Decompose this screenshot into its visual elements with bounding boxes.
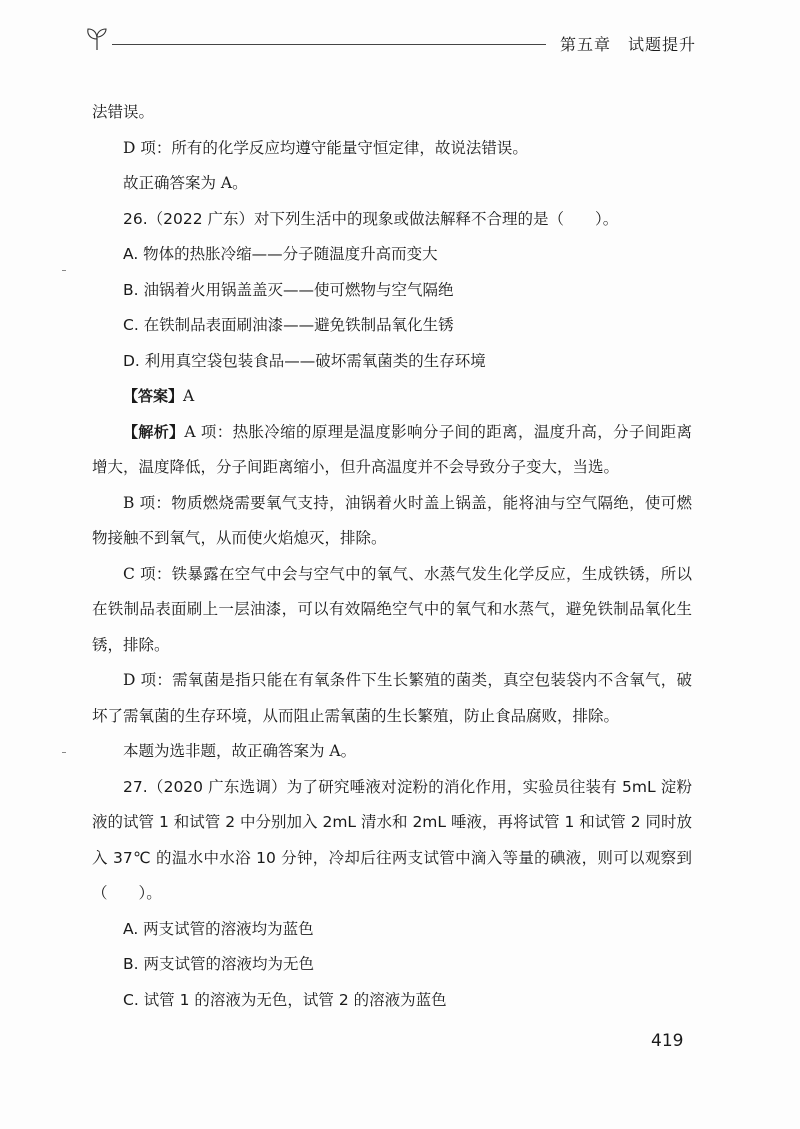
margin-tick [62,270,66,271]
text-line: 法错误。 [92,103,155,121]
explanation-d: D 项：需氧菌是指只能在有氧条件下生长繁殖的菌类，真空包装袋内不含氧气，破坏了需氧菌的生存环境，从而阻止需氧菌的生长繁殖，防止食品腐败，排除。 [92,671,692,725]
question-26: 26.（2022 广东）对下列生活中的现象或做法解释不合理的是（ ）。 [123,209,619,228]
explanation-c: C 项：铁暴露在空气中会与空气中的氧气、水蒸气发生化学反应，生成铁锈，所以在铁制品表面刷上一层油漆，可以有效隔绝空气中的氧气和水蒸气，避免铁制品氧化生锈，排除。 [92,564,692,654]
explanation-a [92,415,692,486]
text-line: D 项：所有的化学反应均遵守能量守恒定律，故说法错误。 [123,138,528,157]
option-c: C. 在铁制品表面刷油漆——避免铁制品氧化生锈 [123,316,454,334]
option-b: B. 油锅着火用锅盖盖灭——使可燃物与空气隔绝 [123,280,454,299]
sprout-icon [84,26,110,52]
answer-value: A [183,387,195,405]
option-a: A. 两支试管的溶液均为蓝色 [123,919,314,938]
question-27: 27.（2020 广东选调）为了研究唾液对淀粉的消化作用，实验员往装有 5mL 淀粉液的试管 1 和试管 2 中分别加入 2mL 清水和 2mL 唾液，再将试管 1 和试管 2 同时放入 37℃ 的温水中水浴 10 分钟，冷却后往两支试管中滴入等量的碘液，则可以观察到（ ）。 [92,777,692,902]
page-body [92,95,692,1018]
answer-line [92,379,692,415]
margin-tick [62,752,66,753]
option-a: A. 物体的热胀冷缩——分子随温度升高而变大 [123,245,438,263]
header-rule [112,44,546,45]
option-c: C. 试管 1 的溶液为无色，试管 2 的溶液为蓝色 [123,990,447,1009]
explanation-a-text: A 项：热胀冷缩的原理是温度影响分子间的距离，温度升高，分子间距离增大，温度降低，分子间距离缩小，但升高温度并不会导致分子变大，当选。 [92,422,692,476]
explanation-tag: 【解析】 [123,422,185,441]
option-d: D. 利用真空袋包装食品——破坏需氧菌类的生存环境 [123,351,486,370]
page-number: 419 [651,1031,684,1051]
chapter-title: 第五章 试题提升 [559,35,696,54]
option-b: B. 两支试管的溶液均为无色 [123,955,314,973]
running-header [84,26,696,56]
explanation-b: B 项：物质燃烧需要氧气支持，油锅着火时盖上锅盖，能将油与空气隔绝，使可燃物接触不到氧气，从而使火焰熄灭，排除。 [92,493,692,547]
text-line: 故正确答案为 A。 [123,174,248,192]
conclusion: 本题为选非题，故正确答案为 A。 [123,742,357,760]
answer-tag: 【答案】 [123,387,184,405]
